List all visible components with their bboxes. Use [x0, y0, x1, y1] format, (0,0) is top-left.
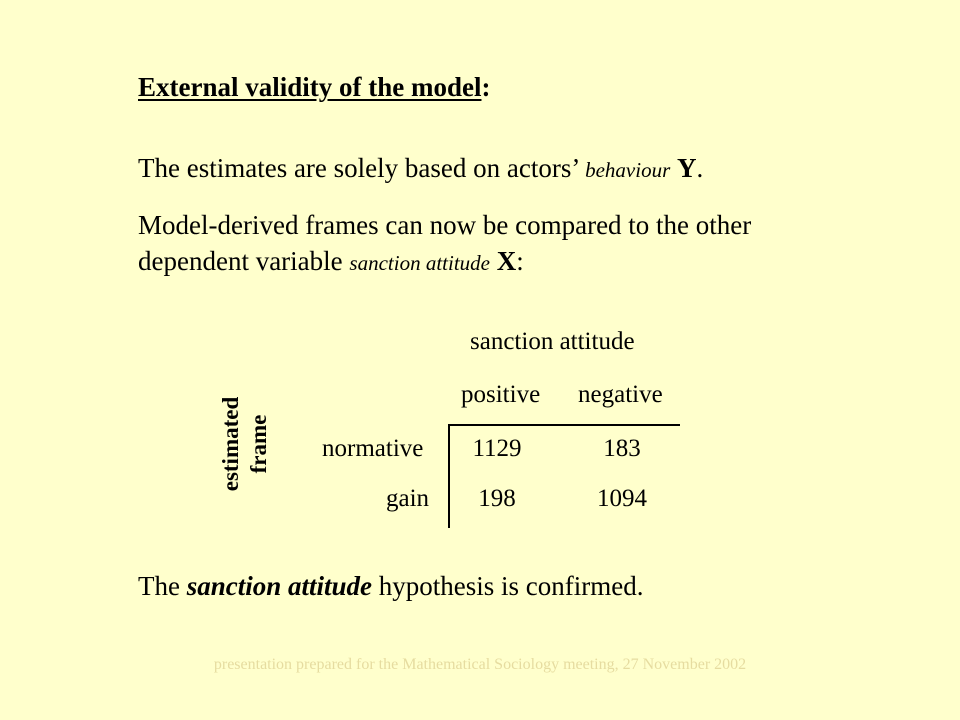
table-cell: 1129	[472, 435, 522, 462]
table-cell: 198	[478, 485, 516, 512]
line2-space	[490, 246, 497, 276]
table-cell: 183	[603, 435, 641, 462]
slide-title	[138, 72, 490, 103]
line2-colon: :	[516, 246, 524, 276]
table-row-label-normative: normative	[322, 435, 424, 462]
table-horizontal-divider	[448, 424, 680, 426]
table-column-group-header: sanction attitude	[470, 328, 635, 355]
paragraph-estimates-text: The estimates are solely based on actors’	[138, 153, 586, 183]
paragraph-model-derived	[138, 207, 751, 281]
variable-x: X	[496, 246, 517, 276]
row-group-header-line1: estimated	[218, 396, 243, 492]
slide-title-colon: :	[481, 72, 491, 102]
table-row-group-header	[180, 378, 340, 518]
row-group-header-line2: frame	[246, 414, 271, 474]
paragraph-estimates-period: .	[696, 153, 704, 183]
slide-title-underlined: External validity of the model	[138, 72, 482, 102]
paragraph-estimates-space	[670, 153, 677, 183]
conclusion-text-end: hypothesis is confirmed.	[372, 571, 644, 601]
conclusion	[138, 568, 644, 604]
table-col-header-negative: negative	[578, 381, 663, 408]
footer-note: presentation prepared for the Mathematical Sociology meeting, 27 November 2002	[213, 656, 747, 673]
table-col-header-positive: positive	[461, 381, 541, 408]
paragraph-estimates	[138, 150, 703, 188]
table-cell: 1094	[597, 485, 647, 512]
paragraph-model-derived-line1: Model-derived frames can now be compared to the other	[138, 210, 752, 240]
term-sanction-attitude: sanction attitude	[349, 251, 490, 275]
paragraph-model-derived-line2	[138, 243, 751, 281]
term-behaviour: behaviour	[585, 158, 671, 182]
table-row-label-gain: gain	[386, 485, 430, 512]
conclusion-term: sanction attitude	[186, 571, 373, 601]
line2-text: dependent variable	[138, 246, 350, 276]
conclusion-text-start: The	[138, 571, 187, 601]
variable-y: Y	[677, 153, 697, 183]
table-vertical-divider	[448, 425, 450, 528]
